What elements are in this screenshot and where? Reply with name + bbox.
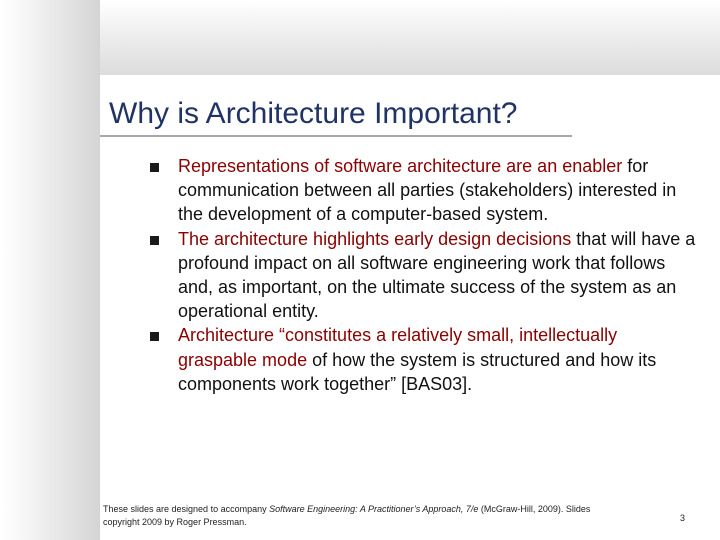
slide-footer [103, 503, 623, 529]
title-underline [100, 135, 572, 137]
bullet-item [150, 154, 698, 227]
footer-suffix: (McGraw-Hill, 2009). Slides copyright 2009 by Roger Pressman. [103, 504, 591, 527]
slide-title: Why is Architecture Important? [109, 97, 518, 130]
square-bullet-icon [150, 163, 159, 172]
bullet-highlight-text: Representations of software architecture are an enabler [178, 156, 623, 176]
footer-book-title: Software Engineering: A Practitioner’s Approach, 7/e [269, 504, 479, 514]
bullet-highlight-text: Architecture “constitutes a relatively small, intellectually graspable mode [178, 325, 618, 370]
bullet-text: that will have a profound impact on all software engineering work that follows and, as important, on the ultimate success of the system as an operational entity. [178, 228, 696, 322]
bullet-item [150, 227, 698, 324]
bullet-text: for communication between all parties (stakeholders) interested in the development of a computer-based system. [178, 156, 677, 225]
bullet-list [150, 154, 698, 396]
square-bullet-icon [150, 236, 159, 245]
bullet-text: of how the system is structured and how its components work together” [BAS03]. [178, 349, 657, 394]
bullet-highlight-text: The architecture highlights early design decisions [178, 228, 572, 249]
page-number: 3 [680, 513, 686, 523]
background-gradient-left [0, 0, 100, 540]
square-bullet-icon [150, 332, 159, 341]
bullet-item [150, 323, 698, 396]
background-gradient-top [100, 0, 720, 75]
footer-prefix: These slides are designed to accompany [103, 504, 270, 514]
